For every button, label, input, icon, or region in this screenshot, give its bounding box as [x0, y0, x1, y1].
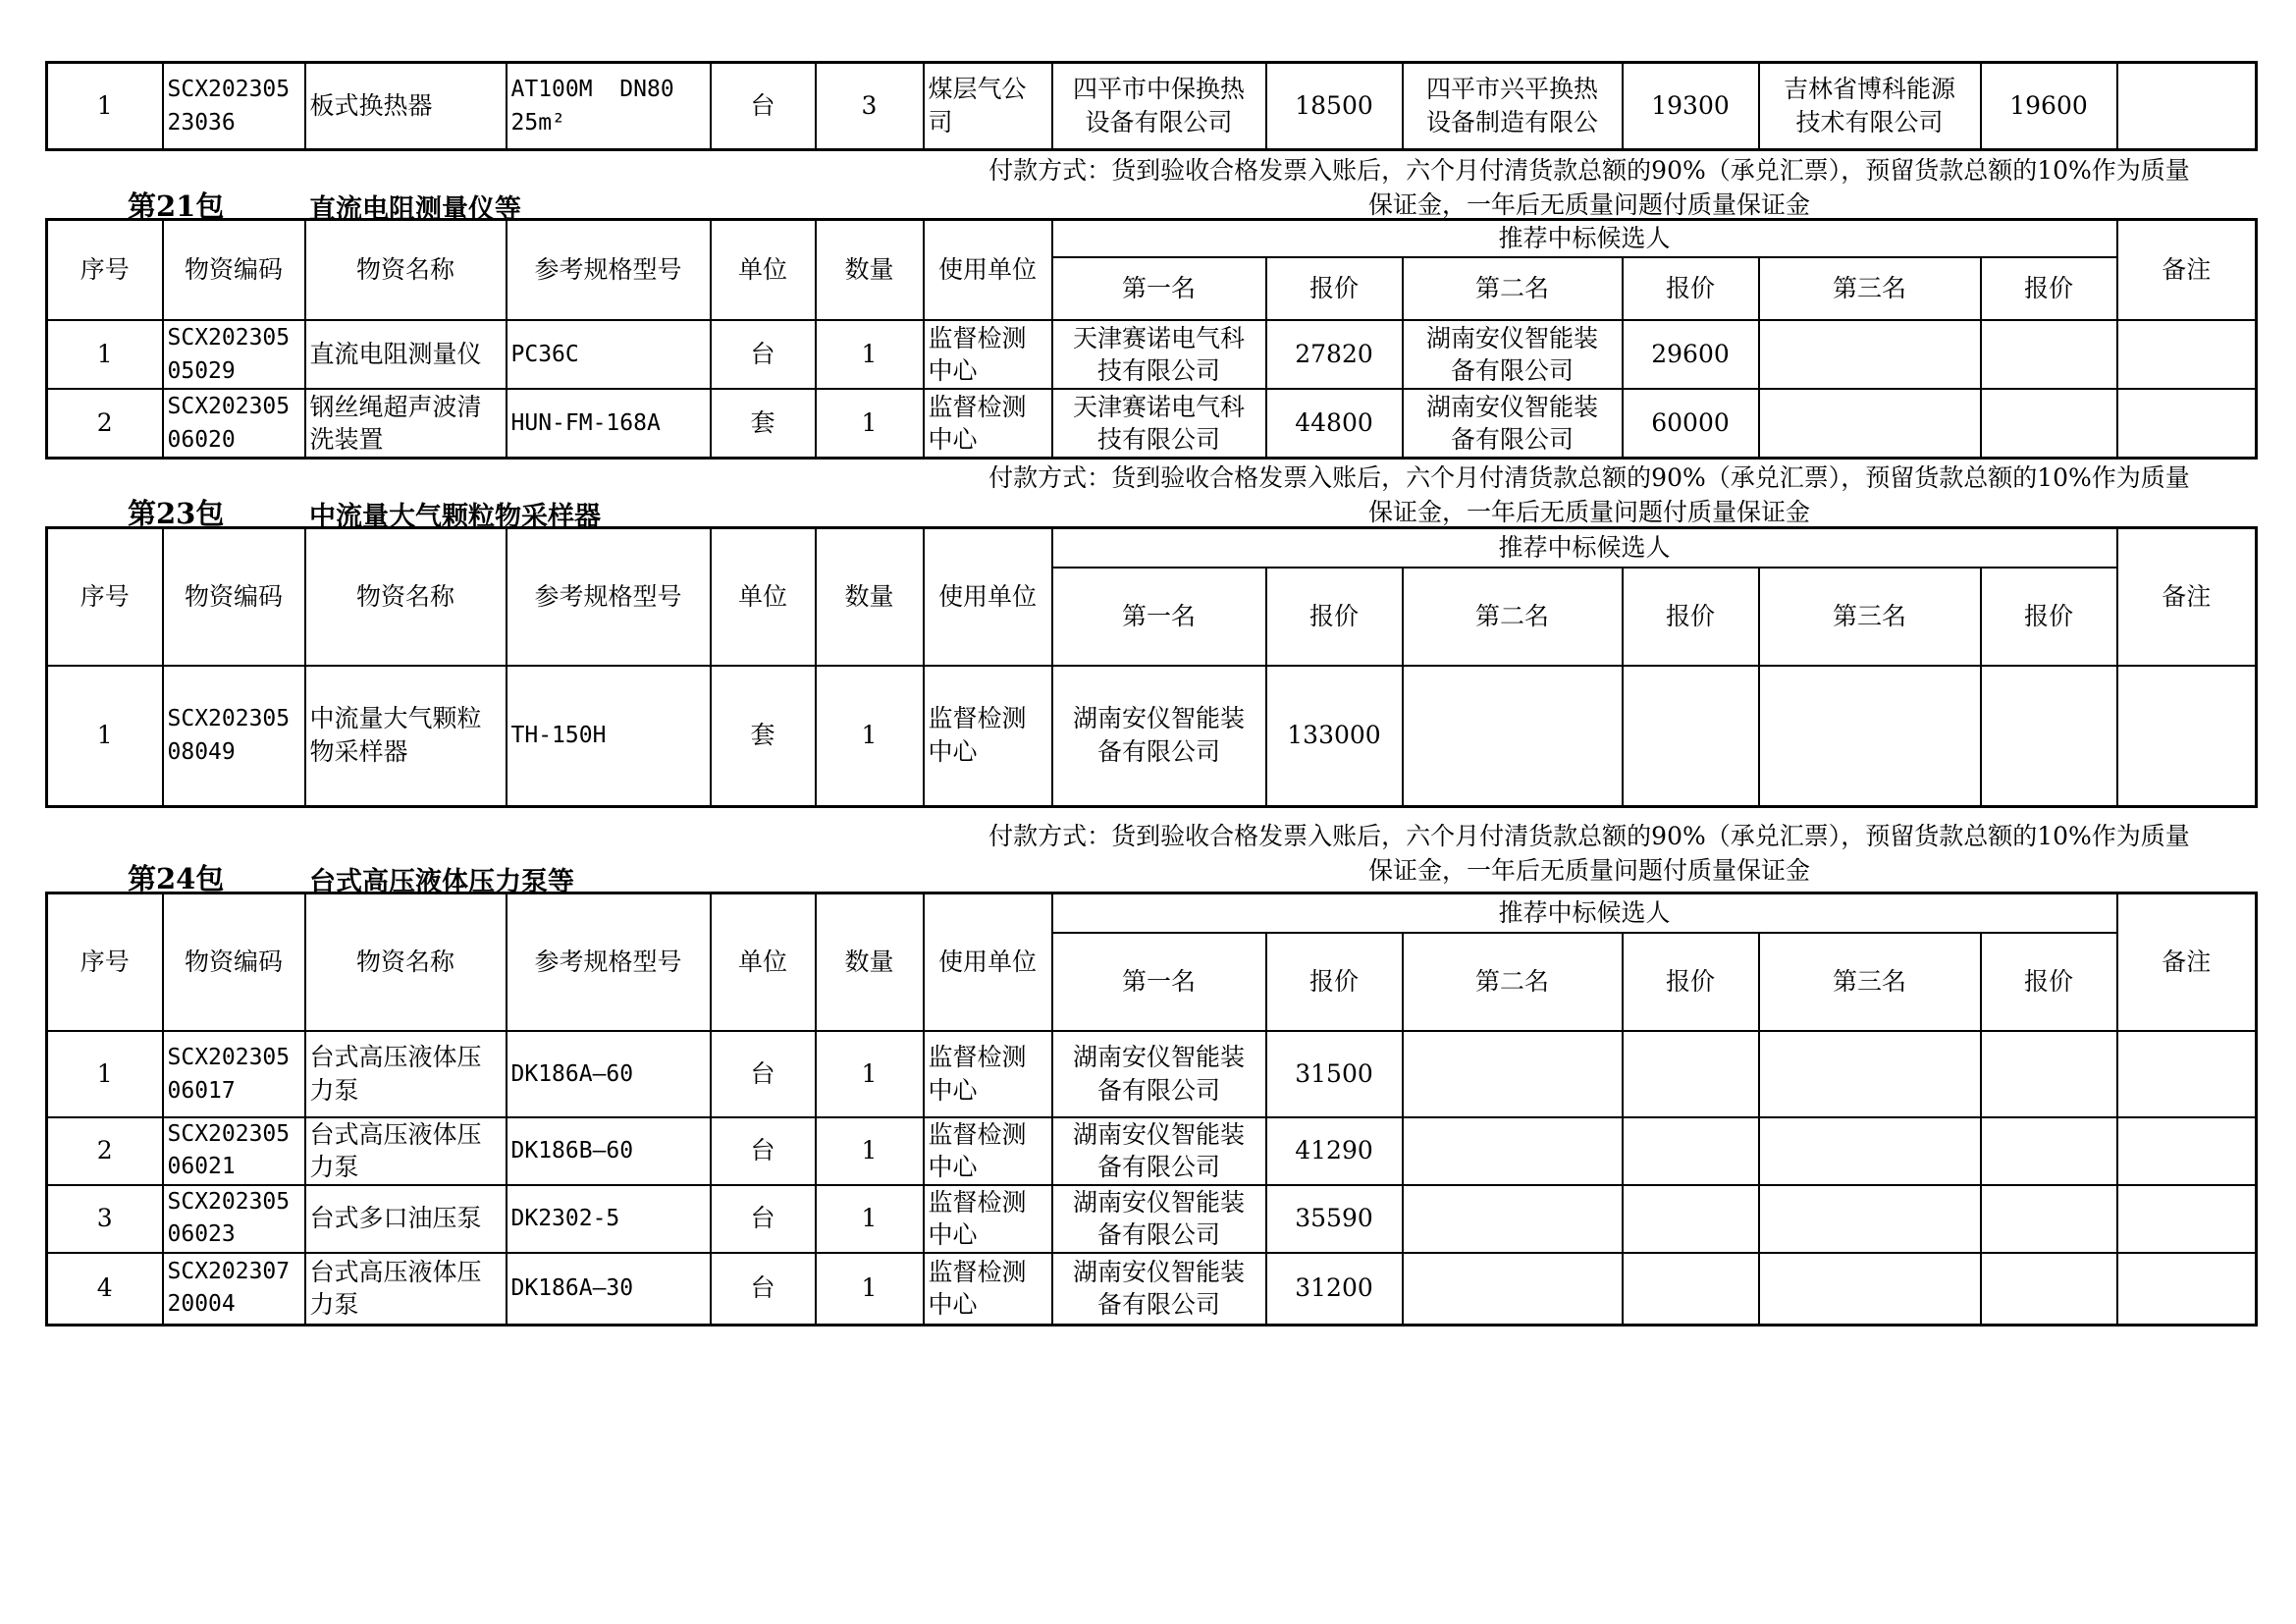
seq-cell: 1 — [47, 63, 163, 150]
price-cell: 29600 — [1623, 320, 1759, 389]
remark-cell — [2117, 389, 2257, 459]
payment-terms: 付款方式：货到验收合格发票入账后，六个月付清货款总额的90%（承兑汇票），预留货款总额的10%作为质量 保证金，一年后无质量问题付质量保证金 — [988, 156, 2190, 219]
price-cell: 133000 — [1266, 666, 1403, 807]
unit-cell: 套 — [711, 389, 816, 459]
column-header: 数量 — [816, 220, 924, 320]
header-row — [47, 220, 2257, 257]
table-row — [47, 320, 2257, 389]
column-header: 物资名称 — [305, 528, 507, 666]
column-header: 报价 — [1266, 257, 1403, 320]
code-cell: SCX202305 06021 — [163, 1117, 305, 1185]
code-cell: SCX202305 06017 — [163, 1031, 305, 1117]
column-header: 序号 — [47, 220, 163, 320]
column-header: 序号 — [47, 528, 163, 666]
column-header: 参考规格型号 — [507, 893, 711, 1031]
table-row — [47, 1031, 2257, 1117]
item-name-cell: 中流量大气颗粒 物采样器 — [305, 666, 507, 807]
code-cell: SCX202305 06023 — [163, 1185, 305, 1253]
first-candidate-cell: 湖南安仪智能装 备有限公司 — [1052, 1253, 1266, 1326]
header-row — [47, 528, 2257, 568]
package-name: 台式高压液体压力泵等 — [309, 867, 574, 897]
column-header: 第一名 — [1052, 568, 1266, 666]
qty-cell: 1 — [816, 1253, 924, 1326]
first-candidate-cell: 天津赛诺电气科 技有限公司 — [1052, 320, 1266, 389]
item-name-cell: 台式高压液体压 力泵 — [305, 1117, 507, 1185]
remark-cell — [2117, 1031, 2257, 1117]
column-header: 物资编码 — [163, 893, 305, 1031]
table-row — [47, 63, 2257, 150]
spec-cell: DK186A—60 — [507, 1031, 711, 1117]
qty-cell: 1 — [816, 320, 924, 389]
item-name-cell: 台式多口油压泵 — [305, 1185, 507, 1253]
second-candidate-cell — [1403, 1031, 1623, 1117]
third-candidate-cell — [1759, 1253, 1981, 1326]
qty-cell: 1 — [816, 666, 924, 807]
column-header: 单位 — [711, 528, 816, 666]
qty-cell: 1 — [816, 1185, 924, 1253]
third-candidate-cell — [1759, 1117, 1981, 1185]
price-cell — [1981, 320, 2117, 389]
package-table — [45, 892, 2258, 1326]
seq-cell: 1 — [47, 1031, 163, 1117]
spec-cell: DK2302-5 — [507, 1185, 711, 1253]
package-table — [45, 218, 2258, 460]
price-cell — [1981, 1253, 2117, 1326]
user-cell: 监督检测 中心 — [924, 1117, 1052, 1185]
price-cell — [1623, 1031, 1759, 1117]
seq-cell: 2 — [47, 1117, 163, 1185]
first-candidate-cell: 湖南安仪智能装 备有限公司 — [1052, 1185, 1266, 1253]
column-header: 报价 — [1981, 933, 2117, 1031]
unit-cell: 台 — [711, 1031, 816, 1117]
price-cell — [1623, 666, 1759, 807]
user-cell: 监督检测 中心 — [924, 389, 1052, 459]
seq-cell: 3 — [47, 1185, 163, 1253]
price-cell — [1623, 1253, 1759, 1326]
table-row — [47, 389, 2257, 459]
item-name-cell: 台式高压液体压 力泵 — [305, 1031, 507, 1117]
price-cell — [1623, 1117, 1759, 1185]
column-header: 单位 — [711, 893, 816, 1031]
second-candidate-cell — [1403, 1185, 1623, 1253]
column-header: 第一名 — [1052, 257, 1266, 320]
column-header: 序号 — [47, 893, 163, 1031]
remark-cell — [2117, 1185, 2257, 1253]
code-cell: SCX202305 06020 — [163, 389, 305, 459]
package-name: 直流电阻测量仪等 — [309, 194, 521, 225]
column-header: 使用单位 — [924, 893, 1052, 1031]
first-candidate-cell: 湖南安仪智能装 备有限公司 — [1052, 666, 1266, 807]
seq-cell: 4 — [47, 1253, 163, 1326]
column-header: 第二名 — [1403, 933, 1623, 1031]
third-candidate-cell — [1759, 666, 1981, 807]
column-header: 报价 — [1623, 568, 1759, 666]
seq-cell: 2 — [47, 389, 163, 459]
code-cell: SCX202305 08049 — [163, 666, 305, 807]
third-candidate-cell — [1759, 1185, 1981, 1253]
header-row — [47, 893, 2257, 933]
second-candidate-cell — [1403, 1253, 1623, 1326]
package-name: 中流量大气颗粒物采样器 — [309, 502, 601, 532]
unit-cell: 台 — [711, 320, 816, 389]
price-cell: 19600 — [1981, 63, 2117, 150]
remark-cell — [2117, 1117, 2257, 1185]
column-header: 推荐中标候选人 — [1052, 893, 2117, 933]
qty-cell: 1 — [816, 1117, 924, 1185]
column-header: 报价 — [1623, 933, 1759, 1031]
price-cell: 19300 — [1623, 63, 1759, 150]
price-cell: 41290 — [1266, 1117, 1403, 1185]
remark-cell — [2117, 1253, 2257, 1326]
column-header: 推荐中标候选人 — [1052, 528, 2117, 568]
third-candidate-cell — [1759, 1031, 1981, 1117]
package-number: 第21包 — [128, 189, 225, 223]
column-header: 参考规格型号 — [507, 220, 711, 320]
column-header: 参考规格型号 — [507, 528, 711, 666]
price-cell: 35590 — [1266, 1185, 1403, 1253]
column-header: 物资编码 — [163, 528, 305, 666]
column-header: 第二名 — [1403, 257, 1623, 320]
user-cell: 监督检测 中心 — [924, 320, 1052, 389]
code-cell: SCX202305 23036 — [163, 63, 305, 150]
unit-cell: 套 — [711, 666, 816, 807]
user-cell: 监督检测 中心 — [924, 1253, 1052, 1326]
second-candidate-cell: 四平市兴平换热 设备制造有限公 — [1403, 63, 1623, 150]
spec-cell: PC36C — [507, 320, 711, 389]
price-cell: 60000 — [1623, 389, 1759, 459]
price-cell: 44800 — [1266, 389, 1403, 459]
seq-cell: 1 — [47, 666, 163, 807]
unit-cell: 台 — [711, 63, 816, 150]
column-header: 报价 — [1266, 568, 1403, 666]
package-number: 第24包 — [128, 862, 225, 895]
price-cell: 27820 — [1266, 320, 1403, 389]
column-header: 单位 — [711, 220, 816, 320]
second-candidate-cell: 湖南安仪智能装 备有限公司 — [1403, 320, 1623, 389]
user-cell: 煤层气公 司 — [924, 63, 1052, 150]
column-header: 报价 — [1981, 257, 2117, 320]
user-cell: 监督检测 中心 — [924, 666, 1052, 807]
remark-cell — [2117, 666, 2257, 807]
qty-cell: 1 — [816, 389, 924, 459]
column-header: 物资名称 — [305, 220, 507, 320]
unit-cell: 台 — [711, 1117, 816, 1185]
column-header: 第三名 — [1759, 568, 1981, 666]
second-candidate-cell — [1403, 1117, 1623, 1185]
payment-terms: 付款方式：货到验收合格发票入账后，六个月付清货款总额的90%（承兑汇票），预留货款总额的10%作为质量 保证金，一年后无质量问题付质量保证金 — [988, 463, 2190, 526]
package-table — [45, 526, 2258, 808]
item-name-cell: 直流电阻测量仪 — [305, 320, 507, 389]
column-header: 备注 — [2117, 893, 2257, 1031]
column-header: 物资编码 — [163, 220, 305, 320]
remark-cell — [2117, 320, 2257, 389]
table-row — [47, 666, 2257, 807]
column-header: 报价 — [1623, 257, 1759, 320]
qty-cell: 1 — [816, 1031, 924, 1117]
column-header: 第三名 — [1759, 257, 1981, 320]
top-table — [45, 61, 2258, 151]
item-name-cell: 台式高压液体压 力泵 — [305, 1253, 507, 1326]
table-row — [47, 1185, 2257, 1253]
price-cell: 31200 — [1266, 1253, 1403, 1326]
column-header: 第三名 — [1759, 933, 1981, 1031]
spec-cell: TH-150H — [507, 666, 711, 807]
price-cell — [1981, 1185, 2117, 1253]
column-header: 物资名称 — [305, 893, 507, 1031]
third-candidate-cell — [1759, 389, 1981, 459]
first-candidate-cell: 湖南安仪智能装 备有限公司 — [1052, 1031, 1266, 1117]
second-candidate-cell — [1403, 666, 1623, 807]
payment-terms: 付款方式：货到验收合格发票入账后，六个月付清货款总额的90%（承兑汇票），预留货款总额的10%作为质量 保证金，一年后无质量问题付质量保证金 — [988, 822, 2190, 885]
price-cell: 18500 — [1266, 63, 1403, 150]
third-candidate-cell: 吉林省博科能源 技术有限公司 — [1759, 63, 1981, 150]
seq-cell: 1 — [47, 320, 163, 389]
item-name-cell: 板式换热器 — [305, 63, 507, 150]
price-cell — [1981, 1117, 2117, 1185]
first-candidate-cell: 四平市中保换热 设备有限公司 — [1052, 63, 1266, 150]
unit-cell: 台 — [711, 1253, 816, 1326]
price-cell: 31500 — [1266, 1031, 1403, 1117]
spec-cell: DK186B—60 — [507, 1117, 711, 1185]
spec-cell: HUN-FM-168A — [507, 389, 711, 459]
column-header: 备注 — [2117, 220, 2257, 320]
first-candidate-cell: 湖南安仪智能装 备有限公司 — [1052, 1117, 1266, 1185]
column-header: 数量 — [816, 893, 924, 1031]
column-header: 推荐中标候选人 — [1052, 220, 2117, 257]
price-cell — [1981, 1031, 2117, 1117]
price-cell — [1981, 666, 2117, 807]
unit-cell: 台 — [711, 1185, 816, 1253]
spec-cell: AT100M DN80 25m² — [507, 63, 711, 150]
column-header: 使用单位 — [924, 528, 1052, 666]
column-header: 第一名 — [1052, 933, 1266, 1031]
column-header: 备注 — [2117, 528, 2257, 666]
column-header: 第二名 — [1403, 568, 1623, 666]
spec-cell: DK186A—30 — [507, 1253, 711, 1326]
code-cell: SCX202305 05029 — [163, 320, 305, 389]
code-cell: SCX202307 20004 — [163, 1253, 305, 1326]
column-header: 报价 — [1266, 933, 1403, 1031]
qty-cell: 3 — [816, 63, 924, 150]
item-name-cell: 钢丝绳超声波清 洗装置 — [305, 389, 507, 459]
price-cell — [1981, 389, 2117, 459]
column-header: 数量 — [816, 528, 924, 666]
package-number: 第23包 — [128, 497, 225, 530]
second-candidate-cell: 湖南安仪智能装 备有限公司 — [1403, 389, 1623, 459]
remark-cell — [2117, 63, 2257, 150]
column-header: 报价 — [1981, 568, 2117, 666]
table-row — [47, 1117, 2257, 1185]
user-cell: 监督检测 中心 — [924, 1031, 1052, 1117]
third-candidate-cell — [1759, 320, 1981, 389]
user-cell: 监督检测 中心 — [924, 1185, 1052, 1253]
table-row — [47, 1253, 2257, 1326]
column-header: 使用单位 — [924, 220, 1052, 320]
price-cell — [1623, 1185, 1759, 1253]
first-candidate-cell: 天津赛诺电气科 技有限公司 — [1052, 389, 1266, 459]
